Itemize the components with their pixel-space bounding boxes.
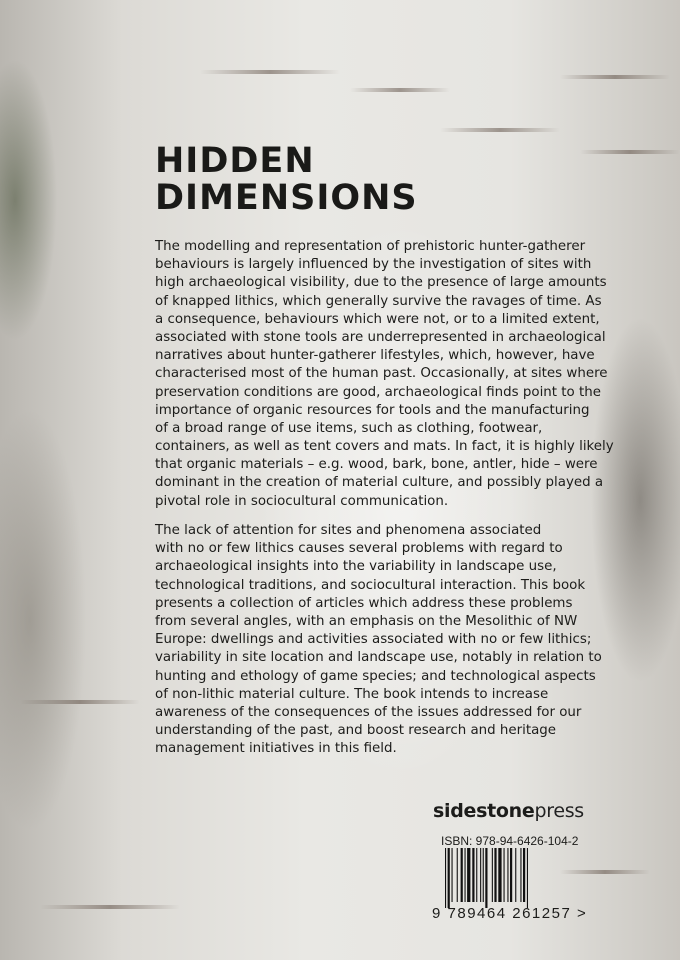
barcode-bar	[461, 848, 463, 902]
barcode-bar	[448, 848, 450, 908]
text-line: technological traditions, and sociocultural interaction. This book	[155, 577, 586, 593]
text-line: of a broad range of use items, such as clothing, footwear,	[155, 420, 543, 436]
text-line: dominant in the creation of material culture, and possibly played a	[155, 475, 604, 491]
text-line: behaviours is largely influenced by the investigation of sites with	[155, 257, 592, 273]
text-line: The lack of attention for sites and phenomena associated	[155, 523, 542, 538]
text-line: associated with stone tools are underrepresented in archaeological	[155, 329, 606, 345]
text-line: of knapped lithics, which generally survive the ravages of time. As	[155, 293, 602, 309]
barcode-bar	[494, 848, 496, 902]
text-line: understanding of the past, and boost research and heritage	[155, 723, 557, 739]
text-line: presents a collection of articles which address these problems	[155, 595, 573, 611]
barcode-bar	[504, 848, 505, 902]
title-line: HIDDEN	[155, 141, 315, 181]
text-line: containers, as well as tent covers and mats. In fact, it is highly likely	[155, 439, 614, 455]
barcode-bar	[510, 848, 512, 902]
barcode-bar	[492, 848, 493, 902]
book-title	[155, 143, 418, 217]
blurb-paragraph-2	[155, 522, 602, 758]
text-line: Europe: dwellings and activities associated with no or few lithics;	[155, 632, 592, 648]
text-line: pivotal role in sociocultural communication.	[155, 493, 449, 509]
barcode-bar	[527, 848, 528, 908]
barcode-bar	[498, 848, 501, 902]
text-line: awareness of the consequences of the issues addressed for our	[155, 704, 582, 720]
bark-streak	[350, 88, 450, 92]
bark-streak	[580, 150, 680, 154]
barcode-bar	[467, 848, 470, 902]
bark-streak	[560, 870, 650, 874]
publisher-logo: sidestonepress	[433, 800, 584, 822]
text-line: archaeological insights into the variability in landscape use,	[155, 559, 557, 575]
text-line: hunting and ethology of game species; and technological aspects	[155, 668, 596, 684]
text-line: variability in site location and landscape use, notably in relation to	[155, 650, 602, 666]
text-line: characterised most of the human past. Occasionally, at sites where	[155, 366, 608, 382]
bark-streak	[560, 75, 670, 79]
text-line: high archaeological visibility, due to the presence of large amounts	[155, 275, 607, 291]
isbn-label: ISBN: 978-94-6426-104-2	[441, 834, 579, 848]
text-line: importance of organic resources for tools and the manufacturing	[155, 402, 590, 418]
bark-streak	[40, 905, 180, 909]
text-line: with no or few lithics causes several problems with regard to	[155, 541, 563, 557]
text-line: a consequence, behaviours which were not, or to a limited extent,	[155, 311, 600, 327]
barcode-bar	[465, 848, 466, 902]
blurb-paragraph-1	[155, 238, 614, 511]
barcode-bar	[445, 848, 446, 908]
barcode-bar	[452, 848, 453, 902]
barcode-bar	[515, 848, 516, 902]
text-line: that organic materials – e.g. wood, bark, bone, antler, hide – were	[155, 457, 598, 473]
barcode-bar	[480, 848, 481, 902]
barcode-bar	[472, 848, 474, 902]
bark-streak	[20, 700, 140, 704]
barcode-bar	[507, 848, 508, 902]
barcode-bar	[520, 848, 521, 902]
text-line: preservation conditions are good, archaeological finds point to the	[155, 384, 601, 400]
text-line: management initiatives in this field.	[155, 741, 397, 757]
barcode	[445, 848, 557, 908]
barcode-bar	[523, 848, 525, 902]
text-line: from several angles, with an emphasis on the Mesolithic of NW	[155, 613, 578, 629]
barcode-bar	[485, 848, 487, 908]
text-line: The modelling and representation of prehistoric hunter-gatherer	[155, 239, 586, 254]
bark-streak	[440, 128, 560, 132]
barcode-bar	[476, 848, 477, 902]
barcode-bar	[457, 848, 458, 902]
text-line: narratives about hunter-gatherer lifestyles, which, however, have	[155, 348, 595, 364]
title-line: DIMENSIONS	[155, 178, 418, 218]
text-line: of non-lithic material culture. The book intends to increase	[155, 686, 549, 702]
barcode-digits: 9 789464 261257 >	[432, 905, 588, 922]
barcode-bar	[483, 848, 484, 902]
bark-streak	[200, 70, 340, 74]
